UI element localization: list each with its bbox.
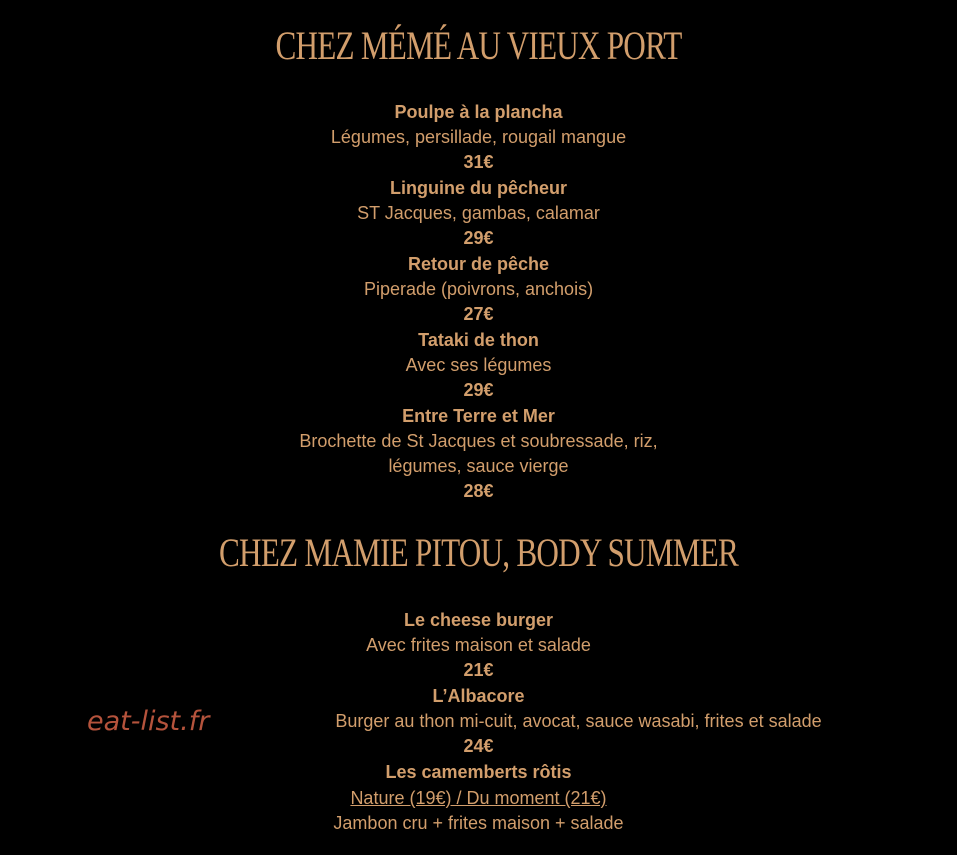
section-title-vieux-port: CHEZ MÉMÉ AU VIEUX PORT bbox=[275, 23, 682, 68]
item-price-terre-mer: 28€ bbox=[463, 481, 494, 501]
item-description-albacore: Burger au thon mi-cuit, avocat, sauce wasabi, frites et salade bbox=[335, 711, 822, 731]
section-title-mamie-pitou: CHEZ MAMIE PITOU, BODY SUMMER bbox=[218, 530, 739, 575]
item-name-albacore: L’Albacore bbox=[432, 686, 525, 706]
item-name-terre-mer: Entre Terre et Mer bbox=[402, 406, 555, 426]
item-description-retour-peche: Piperade (poivrons, anchois) bbox=[363, 279, 594, 299]
item-price-cheese-burger: 21€ bbox=[463, 660, 494, 680]
item-options-camemberts bbox=[0, 786, 957, 810]
item-name-cheese-burger: Le cheese burger bbox=[403, 610, 554, 630]
item-price-linguine: 29€ bbox=[463, 228, 494, 248]
item-name-poulpe: Poulpe à la plancha bbox=[394, 102, 563, 122]
item-description-poulpe: Légumes, persillade, rougail mangue bbox=[330, 127, 627, 147]
item-description-linguine: ST Jacques, gambas, calamar bbox=[357, 203, 600, 223]
item-description-terre-mer-line1: Brochette de St Jacques et soubressade, riz, bbox=[299, 431, 658, 451]
camemberts-options-text: Nature (19€) / Du moment (21€) bbox=[350, 788, 607, 808]
item-description-camemberts: Jambon cru + frites maison + salade bbox=[333, 813, 624, 833]
item-name-tataki: Tataki de thon bbox=[418, 330, 539, 350]
item-description-cheese-burger: Avec frites maison et salade bbox=[366, 635, 591, 655]
item-description-terre-mer-line2: légumes, sauce vierge bbox=[388, 456, 569, 476]
item-price-albacore: 24€ bbox=[463, 736, 494, 756]
item-name-linguine: Linguine du pêcheur bbox=[389, 178, 567, 198]
item-price-poulpe: 31€ bbox=[463, 152, 494, 172]
item-name-camemberts: Les camemberts rôtis bbox=[385, 762, 572, 782]
item-description-tataki: Avec ses légumes bbox=[405, 355, 552, 375]
item-price-retour-peche: 27€ bbox=[463, 304, 494, 324]
watermark: eat-list.fr bbox=[87, 706, 210, 737]
item-name-retour-peche: Retour de pêche bbox=[407, 254, 550, 274]
item-price-tataki: 29€ bbox=[463, 380, 494, 400]
